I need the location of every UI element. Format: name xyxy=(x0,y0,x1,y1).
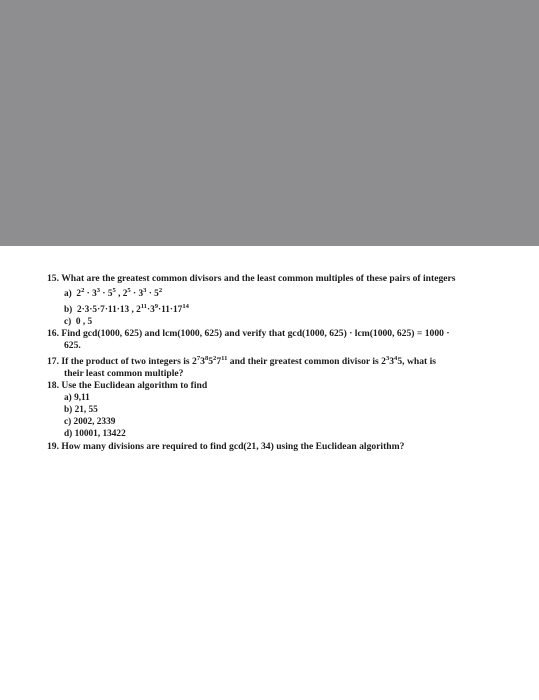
base: 3 xyxy=(389,356,395,367)
question-19-text: 19. How many divisions are required to find gcd(21, 34) using the Euclidean algorithm? xyxy=(47,441,405,452)
question-16-line-1 xyxy=(47,328,450,340)
question-16-line-2 xyxy=(64,340,81,352)
question-18-a xyxy=(64,392,90,404)
base: 2 xyxy=(122,289,128,299)
question-17-text-cont: their least common multiple? xyxy=(64,368,184,379)
exponent: 5 xyxy=(127,287,131,294)
exponent: 5 xyxy=(112,287,116,294)
item-label: c) xyxy=(64,317,72,327)
exponent: 2 xyxy=(158,287,163,294)
base: 7 xyxy=(216,356,222,367)
question-18 xyxy=(47,380,207,392)
question-18-c xyxy=(64,416,115,428)
item-label: a) xyxy=(64,289,72,299)
expression: ·3 xyxy=(146,305,155,315)
expression: 2·3·5·7·11·13 , 2 xyxy=(76,305,141,315)
document-page xyxy=(0,246,539,700)
exponent: 3 xyxy=(385,355,390,362)
exponent: 2 xyxy=(213,355,217,362)
list-item: a) 9,11 xyxy=(64,393,90,403)
exponent: 9 xyxy=(154,303,159,310)
exponent: 11 xyxy=(140,303,147,310)
expression: 0 , 5 xyxy=(75,317,93,327)
list-item: d) 10001, 13422 xyxy=(64,429,126,439)
item-label: b) xyxy=(64,305,73,315)
list-item: b) 21, 55 xyxy=(64,405,98,415)
exponent: 7 xyxy=(196,355,201,362)
list-item: c) 2002, 2339 xyxy=(64,417,116,427)
base: 5 xyxy=(208,356,214,367)
question-17-text: 5, what is xyxy=(397,356,436,367)
exponent: 8 xyxy=(204,355,209,362)
question-19 xyxy=(47,441,404,453)
question-16-text: 16. Find gcd(1000, 625) and lcm(1000, 625) and verify that gcd(1000, 625) · lcm(1000, 625) = 1000 · xyxy=(47,328,450,339)
question-15-a: a) $2^2 \cdot 3^3 \cdot 5^5$ , $2^5 \cdot 3^3 \cdot 5^2$ xyxy=(64,287,163,299)
base: 3 xyxy=(138,289,144,299)
question-17-line-1 xyxy=(47,356,436,368)
exponent: 2 xyxy=(81,287,85,294)
question-16-text-cont: 625. xyxy=(64,340,81,351)
question-17-text: and their greatest common divisor is 2 xyxy=(229,356,386,367)
base: 3 xyxy=(200,356,205,367)
question-15-c xyxy=(64,316,92,328)
base: 5 xyxy=(107,289,113,299)
top-gray-band xyxy=(0,0,539,246)
base: 2 xyxy=(76,289,82,299)
question-18-b xyxy=(64,404,98,416)
question-17-line-2 xyxy=(64,368,183,380)
question-17-text: 17. If the product of two integers is 2 xyxy=(47,356,197,367)
question-18-d xyxy=(64,428,126,440)
exponent: 3 xyxy=(143,287,147,294)
question-18-text: 18. Use the Euclidean algorithm to find xyxy=(47,380,208,391)
question-15-b xyxy=(64,304,189,316)
expression: ·11·17 xyxy=(158,305,183,315)
exponent: 14 xyxy=(182,303,189,310)
exponent: 4 xyxy=(394,355,398,362)
exponent: 11 xyxy=(221,355,228,362)
base: 5 xyxy=(154,289,159,299)
base: 3 xyxy=(92,289,97,299)
exponent: 3 xyxy=(96,287,101,294)
question-15 xyxy=(47,273,456,285)
question-15-text: 15. What are the greatest common divisors and the least common multiples of these pairs of integers xyxy=(47,273,456,284)
